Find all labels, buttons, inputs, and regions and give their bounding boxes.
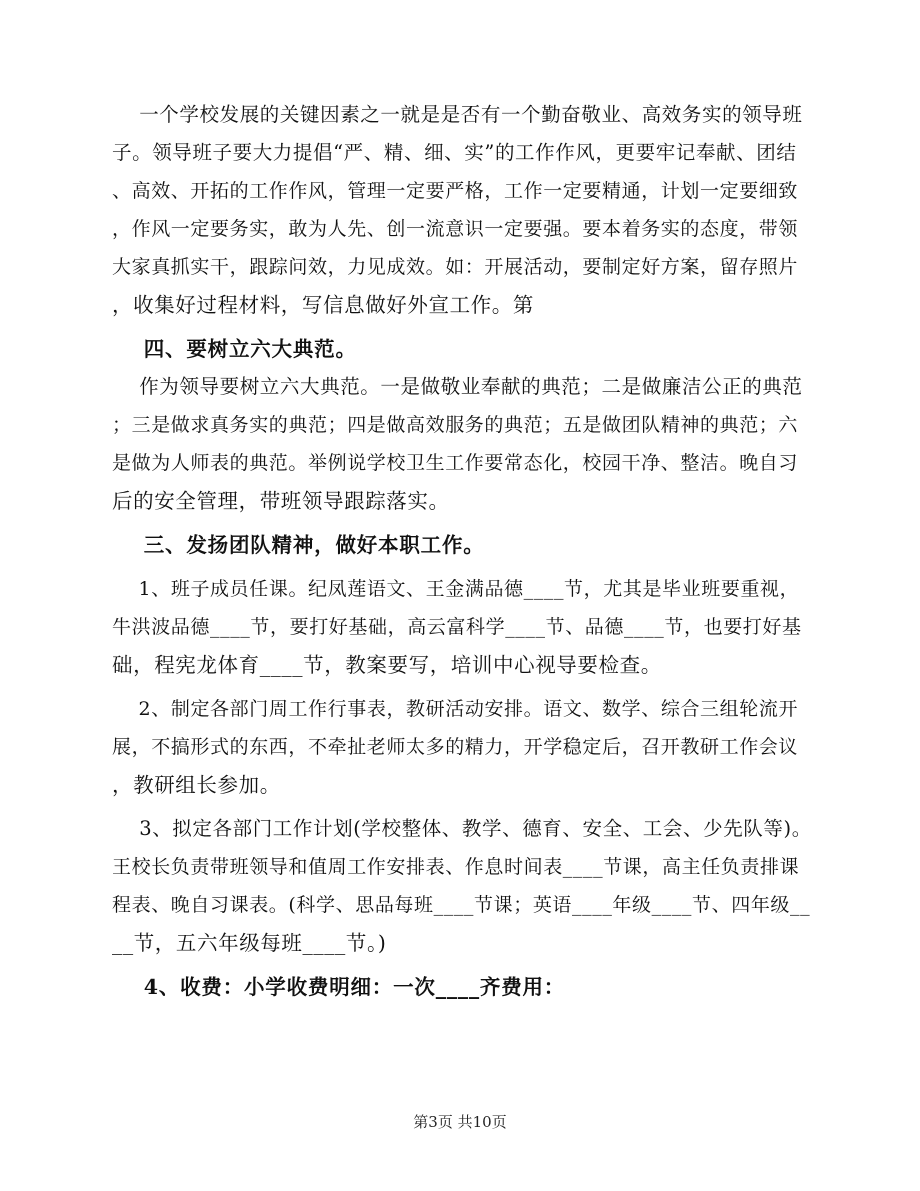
- text-line: 大家真抓实干，跟踪问效，力见成效。如：开展活动，要制定好方案，留存照片: [112, 256, 799, 278]
- text-line: 础，程宪龙体育____节，教案要写，培训中心视导要检查。: [112, 653, 662, 677]
- text-line: 后的安全管理，带班领导跟踪落实。: [112, 489, 450, 513]
- text-line: ；三是做求真务实的典范；四是做高效服务的典范；五是做团队精神的典范；六: [112, 414, 799, 436]
- text-line: 作为领导要树立六大典范。一是做敬业奉献的典范；二是做廉洁公正的典范: [112, 375, 803, 398]
- text-line: 、高效、开拓的工作作风，管理一定要严格，工作一定要精通，计划一定要细致: [112, 180, 799, 202]
- text-line: 子。领导班子要大力提倡“严、精、细、实”的工作作风，更要牢记奉献、团结: [112, 141, 797, 164]
- text-line: 一个学校发展的关键因素之一就是是否有一个勤奋敬业、高效务实的领导班: [112, 103, 803, 126]
- text-line: 展，不搞形式的东西，不牵扯老师太多的精力，开学稳定后，召开教研工作会议: [112, 736, 799, 758]
- document-body: [112, 96, 812, 1006]
- text-line: 程表、晚自习课表。(科学、思品每班____节课；英语____年级____节、四年级__: [112, 894, 811, 916]
- text-line: 3、拟定各部门工作计划(学校整体、教学、德育、安全、工会、少先队等)。: [112, 817, 812, 840]
- text-line: ，教研组长参加。: [112, 773, 281, 797]
- text-line: 2、制定各部门周工作行事表，教研活动安排。语文、数学、综合三组轮流开: [112, 698, 799, 720]
- section-heading: 4、收费：小学收费明细：一次____齐费用：: [112, 975, 566, 999]
- text-line: 王校长负责带班领导和值周工作安排表、作息时间表____节课，高主任负责排课: [112, 856, 800, 878]
- text-line: 1、班子成员任课。纪凤莲语文、王金满品德____节，尤其是毕业班要重视，: [112, 578, 800, 600]
- page-footer: 第3页 共10页: [413, 1113, 507, 1131]
- text-line: ，作风一定要务实，敢为人先、创一流意识一定要强。要本着务实的态度，带领: [112, 218, 799, 240]
- text-line: __节，五六年级每班____节。): [112, 931, 387, 955]
- text-line: ，收集好过程材料，写信息做好外宣工作。第: [112, 293, 534, 317]
- text-line: 牛洪波品德____节，要打好基础，高云富科学____节、品德____节，也要打好基: [112, 616, 802, 638]
- text-line: 是做为人师表的典范。举例说学校卫生工作要常态化，校园干净、整洁。晚自习: [112, 452, 799, 474]
- section-heading: 四、要树立六大典范。: [112, 337, 357, 361]
- section-heading: 三、发扬团队精神，做好本职工作。: [112, 533, 485, 557]
